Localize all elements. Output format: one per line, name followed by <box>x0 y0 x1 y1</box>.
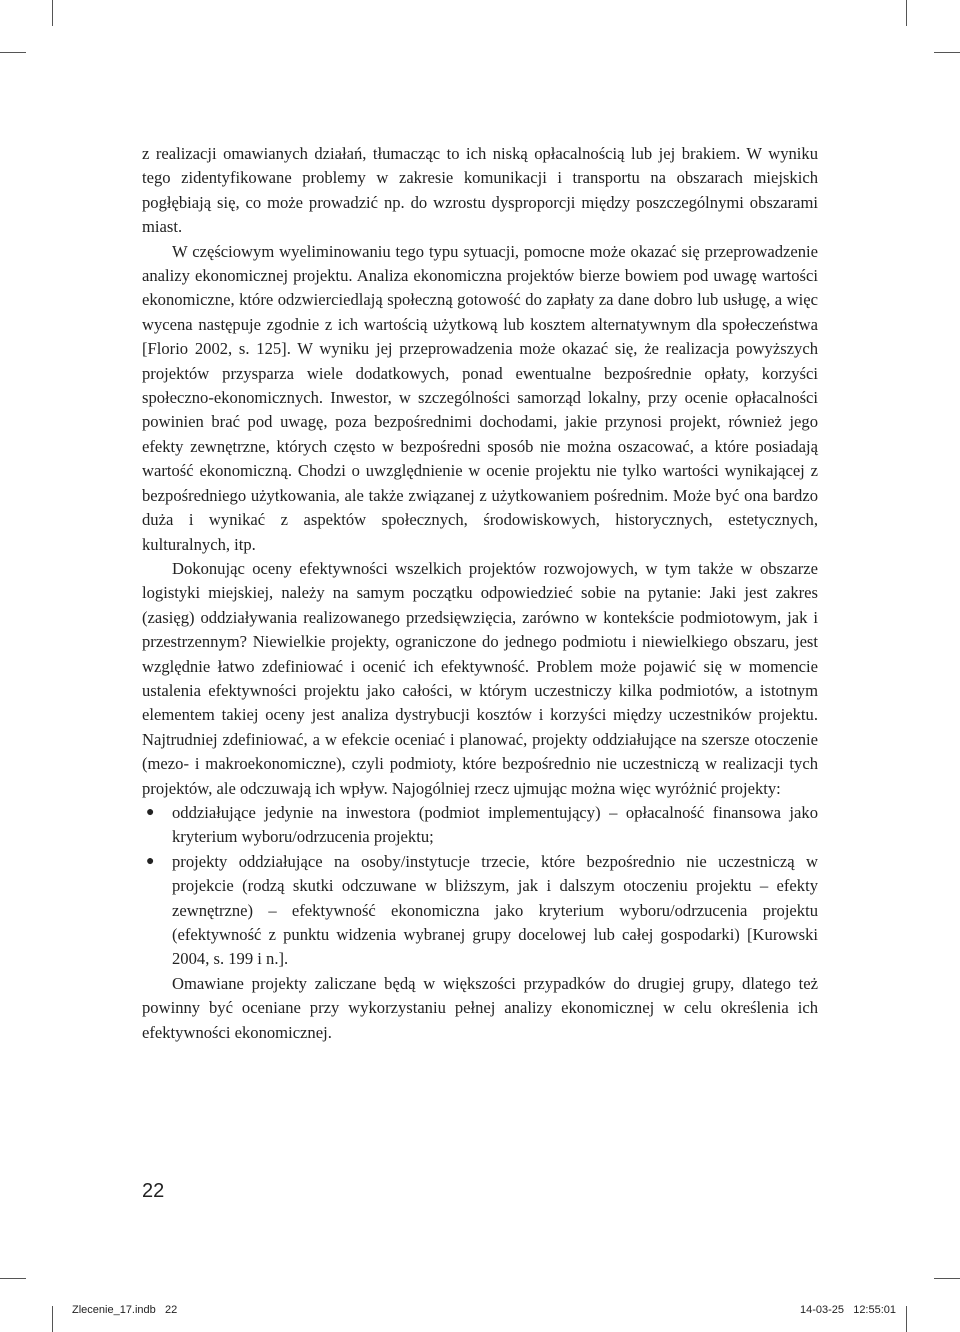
slug-file-name: Zlecenie_17.indb 22 <box>72 1304 178 1316</box>
list-item <box>146 801 818 850</box>
crop-mark-right-upper <box>934 52 960 53</box>
project-types-list <box>142 801 818 972</box>
crop-mark-left-lower <box>0 1278 26 1279</box>
list-item-text: projekty oddziałujące na osoby/instytucje trzecie, które bezpośrednio nie uczestniczą w projekcie (rodzą skutki odczuwane w bliższym, jak i dalszym otoczeniu projektu – efekty zewnętrzne) – efektywność ekonomiczna jako kryterium wyboru/odrzucenia projektu (efektywność z punktu widzenia wybranej grupy docelowej lub całej gospodarki) [Kurowski 2004, s. 199 i n.]. <box>172 851 818 969</box>
paragraph-continued: z realizacji omawianych działań, tłumacząc to ich niską opłacalnością lub jej brakiem. W wyniku tego zidentyfikowane problemy w zakresie komunikacji i transportu na obszarach miejskich pogłębiają się, co może prowadzić np. do wzrostu dysproporcji między poszczególnymi obszarami miast. <box>142 144 818 237</box>
paragraph-efficiency-assessment: Dokonując oceny efektywności wszelkich projektów rozwojowych, w tym także w obszarze logistyki miejskiej, należy na samym początku odpowiedzieć sobie na pytanie: Jaki jest zakres (zasięg) oddziaływania realizowanego przedsięwzięcia, zarówno w kontekście podmiotowym, jak i przestrzennym? Niewielkie projekty, ograniczone do jednego podmiotu i niewielkiego obszaru, jest względnie łatwo zdefiniować i ocenić ich efektywność. Problem może pojawić się w momencie ustalenia efektywności projektu jako całości, w którym uczestniczy kilka podmiotów, a istotnym elementem takiej oceny jest analiza dystrybucji kosztów i korzyści między uczestników projektu. Najtrudniej zdefiniować, a w efekcie oceniać i planować, projekty oddziałujące na szersze otoczenie (mezo- i makroekonomiczne), czyli podmioty, które bezpośrednio nie uczestniczą w realizacji tych projektów, ale odczuwają ich wpływ. Najogólniej rzecz ujmując można więc wyróżnić projekty: <box>142 558 818 798</box>
paragraph-closing: Omawiane projekty zaliczane będą w większości przypadków do drugiej grupy, dlatego też powinny być oceniane przy wykorzystaniu pełnej analizy ekonomicznej w celu określenia ich efektywności ekonomicznej. <box>142 973 818 1042</box>
crop-mark-top-right <box>906 0 907 26</box>
crop-mark-bottom-left <box>52 1306 53 1332</box>
crop-mark-bottom-right <box>906 1306 907 1332</box>
bullet-icon: ● <box>146 853 155 869</box>
paragraph-economic-analysis: W częściowym wyeliminowaniu tego typu sytuacji, pomocne może okazać się przeprowadzenie analizy ekonomicznej projektu. Analiza ekonomiczna projektów bierze bowiem pod uwagę wartości ekonomiczne, które odzwierciedlają społeczną gotowość do zapłaty za dane dobro lub usługę, a więc wycena następuje zgodnie z ich wartością użytkową lub kosztem alternatywnym dla społeczeństwa [Florio 2002, s. 125]. W wyniku jej przeprowadzenia może okazać się, że realizacja powyższych projektów przysparza wiele dodatkowych, ponad ewentualne bezpośrednie opłaty, korzyści społeczno-ekonomicznych. Inwestor, w szczególności samorząd lokalny, przy ocenie opłacalności powinien brać pod uwagę, poza bezpośrednimi dochodami, jakie przynosi projekt, również jego efekty zewnętrzne, których często w bezpośredni sposób nie można oszacować, a które posiadają wartość ekonomiczną. Chodzi o uwzględnienie w ocenie projektu nie tylko wartości wynikającej z bezpośredniego użytkowania, ale także związanej z użytkowaniem pośrednim. Może być ona bardzo duża i wynikać z aspektów społecznych, środowiskowych, historycznych, estetycznych, kulturalnych, itp. <box>142 241 818 554</box>
slug-timestamp: 14-03-25 12:55:01 <box>800 1304 897 1316</box>
list-item-text: oddziałujące jedynie na inwestora (podmiot implementujący) – opłacalność finansowa jako kryterium wyboru/odrzucenia projektu; <box>172 802 818 847</box>
page-number: 22 <box>142 1180 165 1202</box>
crop-mark-right-lower <box>934 1278 960 1279</box>
bullet-icon: ● <box>146 804 155 820</box>
crop-mark-left-upper <box>0 52 26 53</box>
list-item <box>146 850 818 972</box>
crop-mark-top-left <box>52 0 53 26</box>
body-text <box>142 142 818 1045</box>
